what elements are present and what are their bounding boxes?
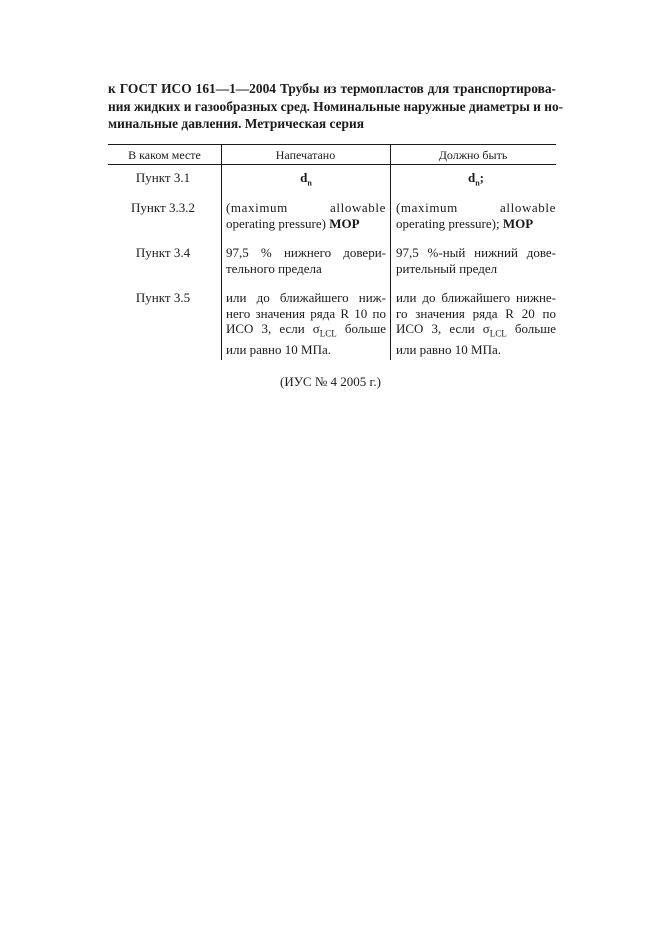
- text-line: или до ближайшего нижне-: [396, 290, 556, 305]
- text-line: или равно 10 МПа.: [226, 342, 331, 358]
- column-divider: [221, 144, 222, 360]
- row-should-be: [396, 245, 556, 276]
- row-printed: [226, 200, 386, 231]
- row-printed: [226, 290, 386, 358]
- corrections-table: [108, 144, 556, 360]
- column-header-place: В каком месте: [128, 148, 201, 162]
- row-should-be: [396, 290, 556, 358]
- header-line: минальные давления. Метрическая серия: [108, 116, 364, 131]
- column-header-printed: Напечатано: [275, 148, 336, 162]
- table-top-rule: [108, 144, 556, 145]
- row-printed: [226, 245, 386, 276]
- text-line: operating pressure); MOP: [396, 215, 534, 231]
- text-line: operating pressure) MOP: [226, 215, 360, 231]
- row-place: Пункт 3.3.2: [131, 200, 195, 215]
- column-divider: [390, 144, 391, 360]
- text-line: (maximum allowable: [396, 200, 556, 215]
- row-should-be: [396, 200, 556, 231]
- row-place: Пункт 3.1: [135, 170, 191, 185]
- text-line: (maximum allowable: [226, 200, 386, 215]
- header-line: к ГОСТ ИСО 161—1—2004 Трубы из термопластов для транспортирова-: [108, 81, 556, 96]
- text-line: него значения ряда R 10 по: [226, 305, 386, 321]
- text-line: 97,5 %-ный нижний дове-: [396, 245, 556, 260]
- row-should-be: [396, 170, 556, 191]
- text-line: 97,5 % нижнего довери-: [226, 245, 386, 260]
- text-line: го значения ряда R 20 по: [396, 305, 556, 321]
- row-place: Пункт 3.4: [135, 245, 191, 260]
- text-line: ИСО 3, если $\sigma_{LCL}$ больше: [396, 321, 557, 339]
- table-header-rule: [108, 164, 556, 165]
- row-printed: [226, 170, 386, 191]
- text-line: ИСО 3, если $\sigma_{LCL}$ больше: [226, 321, 387, 339]
- symbol-dn: $d_n$: [300, 170, 312, 188]
- document-header: [108, 80, 564, 133]
- text-line: или равно 10 МПа.: [396, 342, 501, 358]
- source-reference: (ИУС № 4 2005 г.): [280, 374, 381, 389]
- header-line: ния жидких и газообразных сред. Номинальные наружные диаметры и но-: [108, 98, 564, 114]
- text-line: рительный предел: [396, 260, 498, 276]
- row-place: Пункт 3.5: [135, 290, 191, 305]
- symbol-dn: $d_n$;: [467, 170, 485, 188]
- column-header-should-be: Должно быть: [438, 148, 508, 162]
- text-line: тельного предела: [226, 260, 322, 276]
- text-line: или до ближайшего ниж-: [226, 290, 386, 305]
